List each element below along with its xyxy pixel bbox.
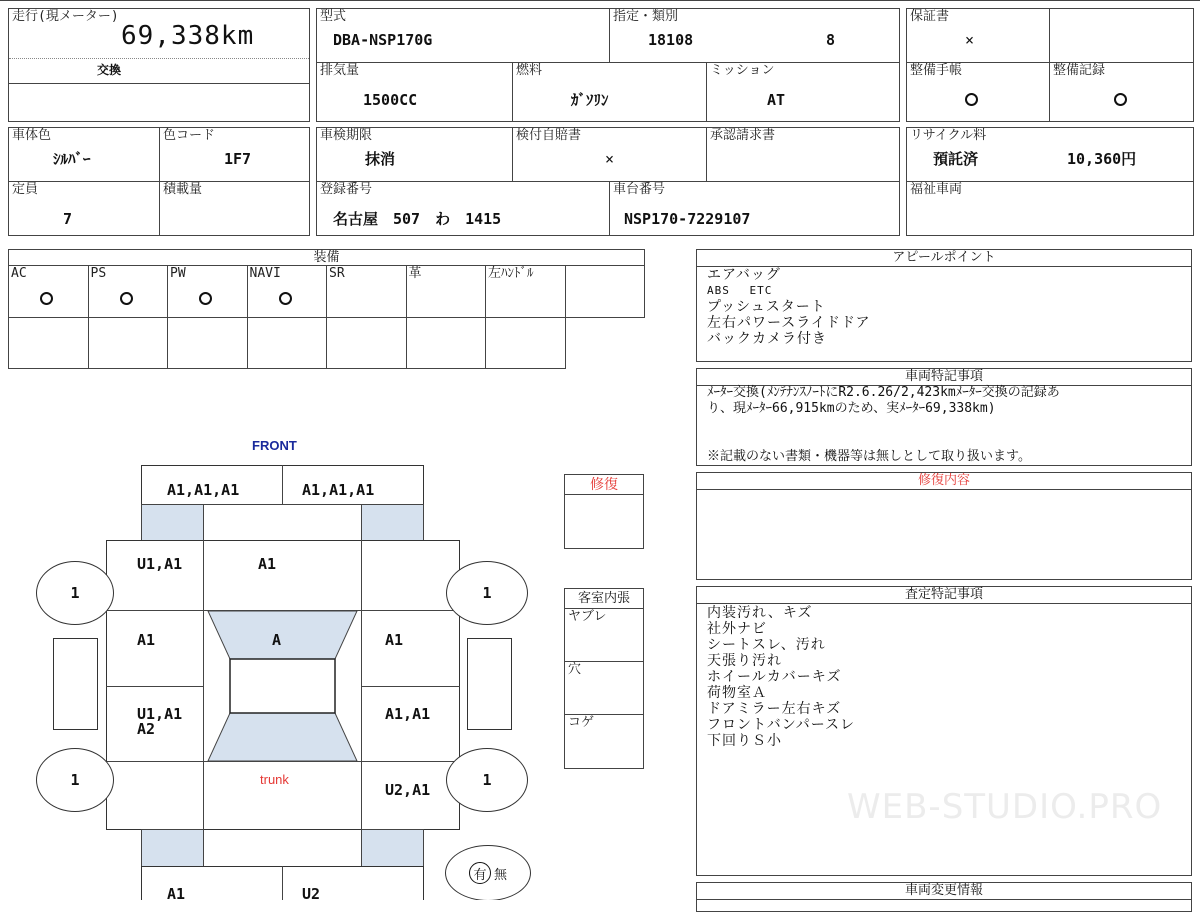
designation-value-1: 18108 <box>648 31 694 49</box>
assessment-line: ドアミラー左右キズ <box>707 701 842 717</box>
designation-value-2: 8 <box>826 31 836 49</box>
body-color-box <box>8 127 160 182</box>
interior-row <box>565 662 643 715</box>
equipment-label: AC <box>11 266 27 281</box>
appeal-title: アピールポイント <box>697 250 1191 267</box>
appeal-line: 左右パワースライドドア <box>707 315 871 331</box>
equipment-cell <box>247 265 328 318</box>
equipment-circle-icon <box>120 292 133 305</box>
spare-no-label: 無 <box>493 867 507 883</box>
rear-bumper-divider <box>282 866 283 900</box>
equipment-cell <box>406 265 487 318</box>
recycle-label: リサイクル料 <box>910 128 987 143</box>
equipment-cell-empty <box>247 317 328 369</box>
assessment-panel <box>696 586 1192 876</box>
rear-right-label: U2 <box>302 885 321 900</box>
front-label: FRONT <box>252 438 297 453</box>
equipment-cell <box>565 265 646 318</box>
load-capacity-box <box>159 181 310 236</box>
right-front-door-label: A1 <box>385 631 404 649</box>
equipment-cell <box>485 265 566 318</box>
equipment-label: 革 <box>408 266 422 281</box>
welfare-label: 福祉車両 <box>910 182 963 197</box>
repair-box <box>564 474 644 549</box>
tire-rear-right: 1 <box>446 748 528 812</box>
designation-label: 指定・類別 <box>613 9 679 24</box>
equipment-cell-empty <box>8 317 89 369</box>
capacity-box <box>8 181 160 236</box>
welfare-box <box>906 181 1194 236</box>
hood-top-edge <box>203 504 362 505</box>
vehicle-notes-panel <box>696 368 1192 466</box>
changes-title: 車両変更情報 <box>697 883 1191 900</box>
warranty-extra-box <box>1049 8 1194 63</box>
rear-right-pillar <box>361 829 424 867</box>
inspection-value: 抹消 <box>365 150 396 168</box>
equipment-label: PS <box>90 266 107 281</box>
equipment-circle-icon <box>40 292 53 305</box>
mileage-divider <box>9 58 309 59</box>
tire-front-right: 1 <box>446 561 528 625</box>
equipment-panel <box>8 249 645 369</box>
model-box <box>316 8 610 63</box>
appeal-line: ABS ETC <box>707 284 773 297</box>
body-row-3 <box>106 761 460 762</box>
assessment-line: 天張り汚れ <box>707 653 782 669</box>
right-mirror <box>467 638 512 730</box>
equipment-label: PW <box>170 266 186 281</box>
assessment-line: 下回りＳ小 <box>707 733 782 749</box>
equipment-circle-icon <box>199 292 212 305</box>
spare-tire <box>445 845 531 900</box>
warranty-label: 保証書 <box>910 9 950 24</box>
front-right-label: A1,A1,A1 <box>302 481 375 499</box>
load-capacity-label: 積載量 <box>163 182 203 197</box>
warranty-value: × <box>965 31 975 49</box>
displacement-label: 排気量 <box>320 63 360 78</box>
liability-value: × <box>605 150 615 168</box>
fuel-label: 燃料 <box>516 63 543 78</box>
equipment-cell <box>88 265 169 318</box>
left-mirror <box>53 638 98 730</box>
liability-box <box>512 127 707 182</box>
vehicle-notes-text: ﾒｰﾀｰ交換(ﾒﾝﾃﾅﾝｽﾉｰﾄにR2.6.26/2,423kmﾒｰﾀｰ交換の記録あ り、現ﾒｰﾀｰ66,915kmのため、実ﾒｰﾀｰ69,338km) <box>707 385 1060 416</box>
transmission-value: AT <box>767 91 786 109</box>
warranty-box <box>906 8 1050 63</box>
mileage-box <box>8 8 310 122</box>
vehicle-notes-disclaimer: ※記載のない書類・機器等は無しとして取り扱います。 <box>707 449 1031 464</box>
chassis-label: 車台番号 <box>613 182 666 197</box>
maintenance-record-box <box>1049 62 1194 122</box>
spare-yes-circle-icon <box>469 862 491 884</box>
maintenance-record-circle-icon <box>1114 93 1127 106</box>
repair-details-title: 修復内容 <box>697 473 1191 490</box>
equipment-cell <box>8 265 89 318</box>
appeal-line: エアバッグ <box>707 267 781 283</box>
inspection-label: 車検期限 <box>320 128 373 143</box>
rear-left-label: A1 <box>167 885 186 900</box>
front-bumper-divider <box>282 465 283 505</box>
left-fender-label: U1,A1 <box>137 555 183 573</box>
equipment-circle-icon <box>279 292 292 305</box>
watermark: WEB-STUDIO.PRO <box>847 787 1163 827</box>
maintenance-book-circle-icon <box>965 93 978 106</box>
interior-row-label: 穴 <box>568 662 582 677</box>
recycle-box <box>906 127 1194 182</box>
body-divider-right <box>361 504 362 830</box>
appeal-line: バックカメラ付き <box>707 331 827 347</box>
equipment-grid <box>8 265 645 369</box>
cabin-glass <box>204 611 361 761</box>
model-label: 型式 <box>320 9 347 24</box>
front-right-pillar <box>361 504 424 541</box>
windshield-shape <box>208 611 357 659</box>
rear-window-shape <box>208 713 357 761</box>
capacity-value: 7 <box>63 210 73 228</box>
right-quarter-label: U2,A1 <box>385 781 431 799</box>
displacement-box <box>316 62 513 122</box>
roof-label: A <box>272 631 282 649</box>
chassis-value: NSP170-7229107 <box>624 210 751 228</box>
repair-details-panel <box>696 472 1192 580</box>
rear-left-pillar <box>141 829 204 867</box>
inspection-box <box>316 127 513 182</box>
recycle-amount: 10,360円 <box>1067 150 1137 168</box>
registration-label: 登録番号 <box>320 182 373 197</box>
equipment-cell-empty <box>406 317 487 369</box>
interior-row-label: ヤブレ <box>568 609 607 624</box>
registration-value: 名古屋 507 わ 1415 <box>333 210 502 228</box>
changes-panel <box>696 882 1192 912</box>
vehicle-notes-title: 車両特記事項 <box>697 369 1191 386</box>
appeal-panel <box>696 249 1192 362</box>
capacity-label: 定員 <box>12 182 39 197</box>
hood-label: A1 <box>258 555 277 573</box>
tire-rear-left: 1 <box>36 748 114 812</box>
model-value: DBA-NSP170G <box>333 31 433 49</box>
liability-label: 検付自賠書 <box>516 128 582 143</box>
equipment-title: 装備 <box>8 249 645 266</box>
approval-label: 承認請求書 <box>710 128 776 143</box>
approval-box <box>706 127 900 182</box>
equipment-label: NAVI <box>249 266 281 281</box>
tire-front-left: 1 <box>36 561 114 625</box>
body-row-2-left <box>106 686 204 687</box>
interior-row <box>565 609 643 662</box>
front-left-label: A1,A1,A1 <box>167 481 240 499</box>
fuel-box <box>512 62 707 122</box>
left-rear-door-label: U1,A1 <box>137 705 183 723</box>
assessment-line: 社外ナビ <box>707 621 767 637</box>
top-border <box>0 0 1200 1</box>
damage-diagram <box>0 430 560 900</box>
body-row-2-right <box>361 686 460 687</box>
designation-box <box>609 8 900 63</box>
maintenance-record-label: 整備記録 <box>1053 63 1106 78</box>
equipment-label: SR <box>329 266 345 281</box>
equipment-cell-empty <box>167 317 248 369</box>
spare-yes-label: 有 <box>473 867 487 883</box>
equipment-cell-empty <box>326 317 407 369</box>
color-code-label: 色コード <box>163 128 216 143</box>
assessment-title: 査定特記事項 <box>697 587 1191 604</box>
equipment-cell <box>167 265 248 318</box>
transmission-label: ミッション <box>710 63 775 78</box>
assessment-line: シートスレ、汚れ <box>707 637 826 653</box>
interior-box <box>564 588 644 769</box>
fuel-value: ｶﾞｿﾘﾝ <box>571 91 609 109</box>
appeal-list <box>707 267 870 347</box>
assessment-line: ホイールカバーキズ <box>707 669 842 685</box>
trunk-label: trunk <box>260 772 289 787</box>
mileage-value: 69,338km <box>121 21 255 51</box>
equipment-label: 左ﾊﾝﾄﾞﾙ <box>488 266 534 281</box>
equipment-cell-empty <box>485 317 566 369</box>
interior-row <box>565 715 643 768</box>
transmission-box <box>706 62 900 122</box>
body-color-value: ｼﾙﾊﾞｰ <box>53 150 91 168</box>
repair-title: 修復 <box>565 475 643 495</box>
assessment-line: 荷物室Ａ <box>707 685 767 701</box>
maintenance-book-box <box>906 62 1050 122</box>
assessment-line: フロントバンパースレ <box>707 717 856 733</box>
roof-panel <box>230 659 335 713</box>
chassis-box <box>609 181 900 236</box>
displacement-value: 1500CC <box>363 91 418 109</box>
interior-row-label: コゲ <box>568 715 595 730</box>
left-rear-door-label-2: A2 <box>137 720 156 738</box>
recycle-status: 預託済 <box>933 150 979 168</box>
mileage-note: 交換 <box>97 63 122 77</box>
maintenance-book-label: 整備手帳 <box>910 63 963 78</box>
interior-title: 客室内張 <box>565 589 643 609</box>
body-color-label: 車体色 <box>12 128 52 143</box>
assessment-list <box>707 605 855 749</box>
right-rear-door-label: A1,A1 <box>385 705 431 723</box>
equipment-cell <box>326 265 407 318</box>
registration-box <box>316 181 610 236</box>
left-front-door-label: A1 <box>137 631 156 649</box>
equipment-cell-empty <box>88 317 169 369</box>
color-code-box <box>159 127 310 182</box>
mileage-divider-2 <box>9 83 309 84</box>
appeal-line: プッシュスタート <box>707 299 826 315</box>
front-left-pillar <box>141 504 204 541</box>
mileage-label: 走行(現メーター) <box>12 9 119 24</box>
color-code-value: 1F7 <box>224 150 252 168</box>
assessment-line: 内装汚れ、キズ <box>707 605 813 621</box>
